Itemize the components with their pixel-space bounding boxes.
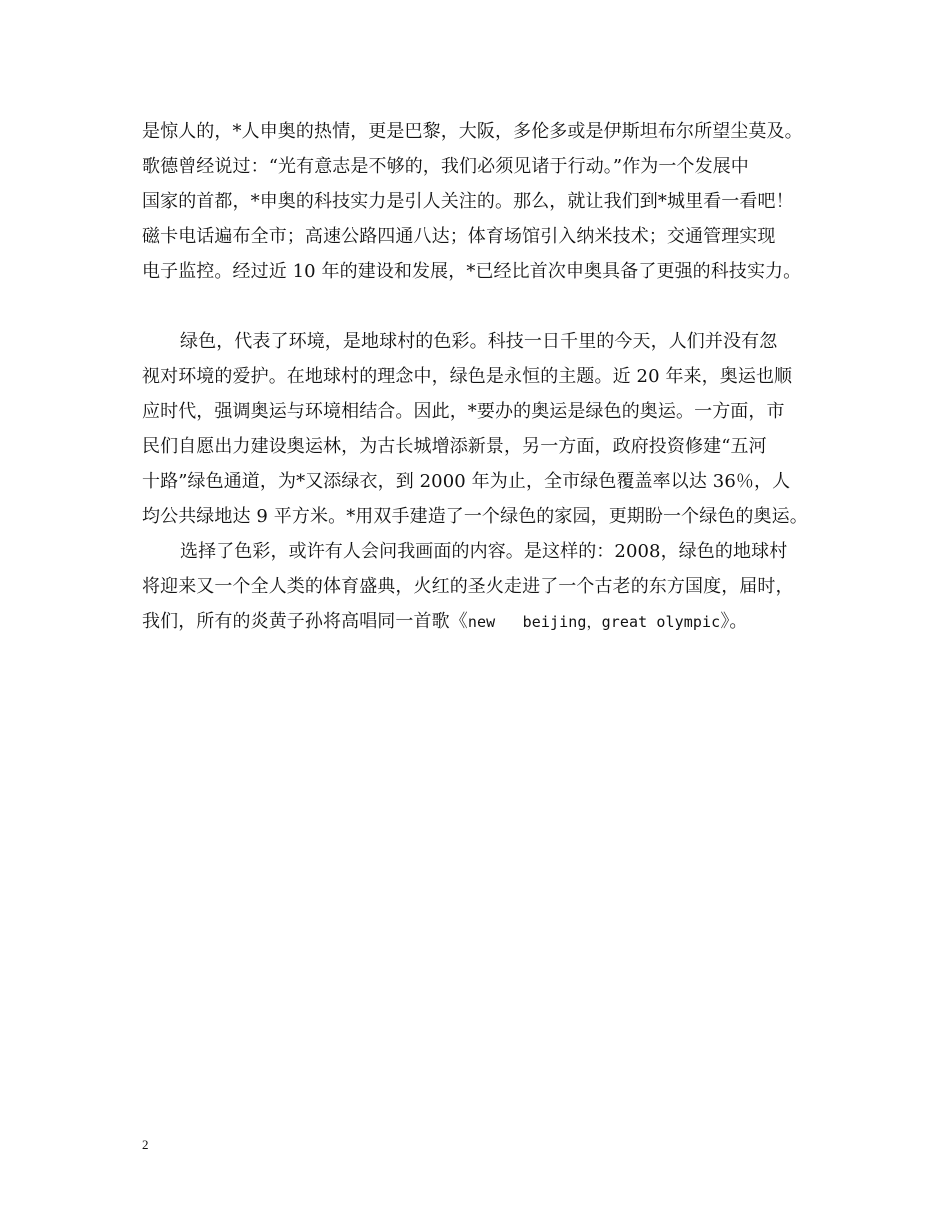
text-line: 视对环境的爱护。在地球村的理念中，绿色是永恒的主题。近 20 年来，奥运也顺 — [142, 366, 793, 387]
text-line: 应时代，强调奥运与环境相结合。因此，*要办的奥运是绿色的奥运。一方面，市 — [142, 401, 785, 422]
text-line: 是惊人的，*人申奥的热情，更是巴黎，大阪，多伦多或是伊斯坦布尔所望尘莫及。 — [142, 121, 803, 142]
text-segment: 我们，所有的炎黄子孙将高唱同一首歌《 — [142, 611, 468, 632]
document-body — [142, 114, 832, 639]
text-line: 选择了色彩，或许有人会问我画面的内容。是这样的：2008，绿色的地球村 — [180, 541, 788, 562]
song-title: new beijing，great olympic — [467, 613, 721, 631]
text-line: 将迎来又一个全人类的体育盛典，火红的圣火走进了一个古老的东方国度，届时， — [142, 576, 794, 597]
text-line: 十路”绿色通道，为*又添绿衣，到 2000 年为止，全市绿色覆盖率以达 36％，人 — [142, 471, 791, 492]
text-line: 绿色，代表了环境，是地球村的色彩。科技一日千里的今天，人们并没有忽 — [180, 331, 778, 352]
text-line: 磁卡电话遍布全市；高速公路四通八达；体育场馆引入纳米技术；交通管理实现 — [142, 226, 776, 247]
paragraph — [142, 324, 832, 534]
text-line-last — [142, 604, 832, 639]
paragraph — [142, 534, 832, 639]
paragraph — [142, 114, 832, 289]
paragraph-spacer — [142, 289, 832, 324]
text-line: 国家的首都，*申奥的科技实力是引人关注的。那么，就让我们到*城里看一看吧！ — [142, 191, 794, 212]
text-line: 均公共绿地达 9 平方米。*用双手建造了一个绿色的家园，更期盼一个绿色的奥运。 — [142, 506, 808, 527]
text-segment: 》。 — [720, 611, 748, 632]
text-line: 电子监控。经过近 10 年的建设和发展，*已经比首次申奥具备了更强的科技实力。 — [142, 261, 802, 282]
text-line: 民们自愿出力建设奥运林，为古长城增添新景，另一方面，政府投资修建“五河 — [142, 436, 767, 457]
page-number: 2 — [142, 1137, 149, 1152]
text-line: 歌德曾经说过：“光有意志是不够的，我们必须见诸于行动。”作为一个发展中 — [142, 156, 749, 177]
